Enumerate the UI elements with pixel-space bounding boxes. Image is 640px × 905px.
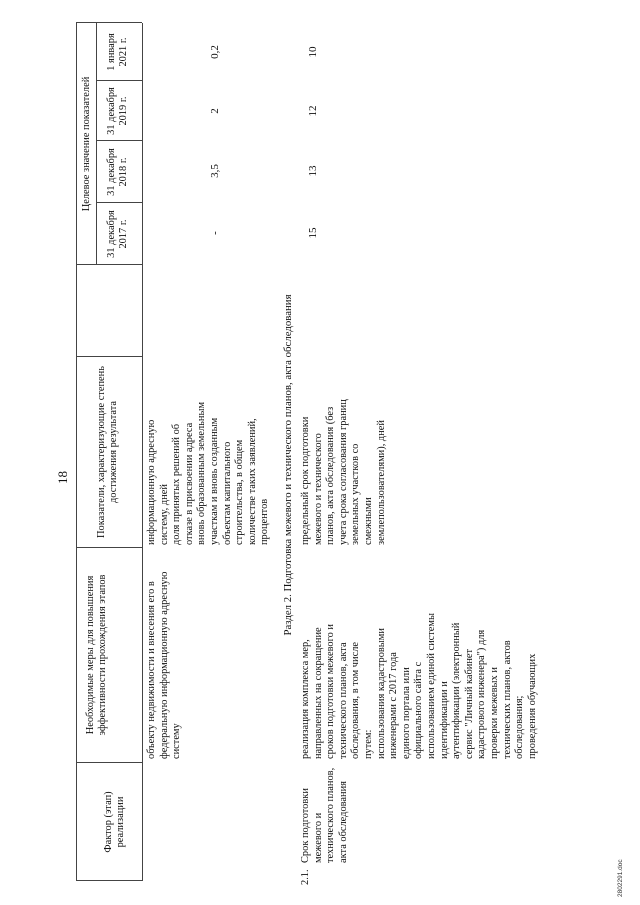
row-value-2018: 13: [307, 165, 319, 177]
measure-line: кадастрового инженера") для: [476, 629, 488, 759]
indicator-line: предельный срок подготовки: [300, 416, 311, 545]
target-group-divider: [96, 23, 97, 265]
measure-line: проведения обучающих: [526, 653, 538, 759]
measure-line: единого портала или: [400, 667, 412, 759]
continued-value-2021: 0,2: [209, 45, 221, 59]
indicator-line: количестве таких заявлений,: [246, 418, 258, 545]
continued-value-2018: 3,5: [209, 164, 221, 178]
col-divider-5: [96, 202, 142, 203]
measure-line: путем:: [362, 729, 374, 759]
measure-line: реализация комплекса мер,: [300, 639, 311, 759]
indicator-line: земельных участков со: [350, 443, 362, 545]
continued-measure-text: объекту недвижимости и внесения его в федеральную информационную адресную систему: [146, 571, 183, 759]
header-date-2017: 31 декабря 2017 г.: [106, 210, 129, 258]
page-number: 18: [55, 471, 70, 484]
row-value-2021: 10: [307, 46, 319, 58]
continued-indicator-text: [146, 359, 272, 545]
measure-line: направленных на сокращение: [312, 627, 324, 759]
row-value-2017: 15: [307, 227, 319, 239]
section-title: Раздел 2. Подготовка межевого и технического планов, акта обследования: [282, 294, 294, 636]
factor-line: акта обследования: [337, 781, 349, 863]
row-value-2019: 12: [307, 105, 319, 117]
factor-line: Срок подготовки: [300, 788, 311, 863]
measure-line: технического планов, акта: [337, 642, 349, 759]
row-indicator-text: [300, 355, 388, 545]
measure-line: использования кадастровыми: [375, 628, 387, 759]
header-factor: Фактор (этап) реализации: [103, 791, 126, 853]
table-left-border: [76, 880, 142, 881]
indicator-line: межевого и технического: [312, 433, 324, 545]
col-divider-3: [76, 356, 142, 357]
measure-line: использованием единой системы: [425, 613, 437, 759]
measure-line: инженерами с 2017 года: [388, 652, 400, 759]
col-divider-6: [96, 140, 142, 141]
indicator-line: землепользователями), дней: [375, 420, 387, 545]
factor-line: межевого и: [312, 812, 324, 863]
row-measure-text: [300, 549, 539, 759]
measure-line: идентификации и: [438, 681, 450, 759]
continued-value-2017: -: [209, 231, 221, 235]
continued-value-2019: 2: [209, 108, 221, 114]
table-header-bottom-border: [142, 23, 143, 881]
indicator-line: учета срока согласования границ: [337, 399, 349, 545]
indicator-line: систему, дней: [158, 484, 170, 545]
col-divider-2: [76, 547, 142, 548]
header-measures: Необходимые меры для повышения эффективности прохождения этапов: [85, 574, 108, 736]
indicator-line: объектам капитального: [221, 441, 233, 545]
indicator-line: строительства, в общем: [234, 439, 246, 545]
indicator-line: процентов: [259, 498, 271, 545]
indicator-line: планов, акта обследования (без: [325, 406, 337, 545]
row-number: 2.1.: [300, 869, 311, 885]
table-right-border: [76, 22, 142, 23]
header-date-2018: 31 декабря 2018 г.: [106, 148, 129, 196]
col-divider-7: [96, 80, 142, 81]
measure-line: аутентификации (электронный: [451, 622, 463, 759]
indicator-line: отказе в присвоении адреса: [183, 422, 195, 545]
measure-line: обследования;: [514, 695, 526, 759]
file-reference: 2802291.doc: [617, 859, 624, 897]
indicator-line: доля принятых решений об: [171, 423, 183, 545]
indicator-line: информационную адресную: [146, 419, 157, 545]
measure-line: обследования, в том числе: [350, 642, 362, 759]
measure-line: сроков подготовки межевого и: [325, 624, 337, 759]
factor-line: технического планов,: [325, 767, 337, 863]
header-indicators: Показатели, характеризующие степень достижения результата: [96, 366, 119, 538]
measure-line: технических планов, актов: [501, 640, 513, 759]
col-divider-4: [76, 264, 142, 265]
measure-line: официального сайта с: [413, 661, 425, 759]
indicator-line: смежными: [362, 497, 374, 545]
measure-line: сервис "Личный кабинет: [463, 648, 475, 759]
col-divider-1: [76, 762, 142, 763]
table-top-border: [76, 23, 77, 881]
indicator-line: участкам и вновь созданным: [208, 417, 220, 545]
measure-line: проверки межевых и: [488, 667, 500, 759]
header-target-values: Целевое значение показателей: [81, 76, 92, 212]
indicator-line: вновь образованным земельным: [196, 401, 208, 545]
header-date-2019: 31 декабря 2019 г.: [106, 87, 129, 135]
row-factor-text: [300, 763, 350, 863]
header-date-2021: 1 января 2021 г.: [106, 33, 129, 71]
